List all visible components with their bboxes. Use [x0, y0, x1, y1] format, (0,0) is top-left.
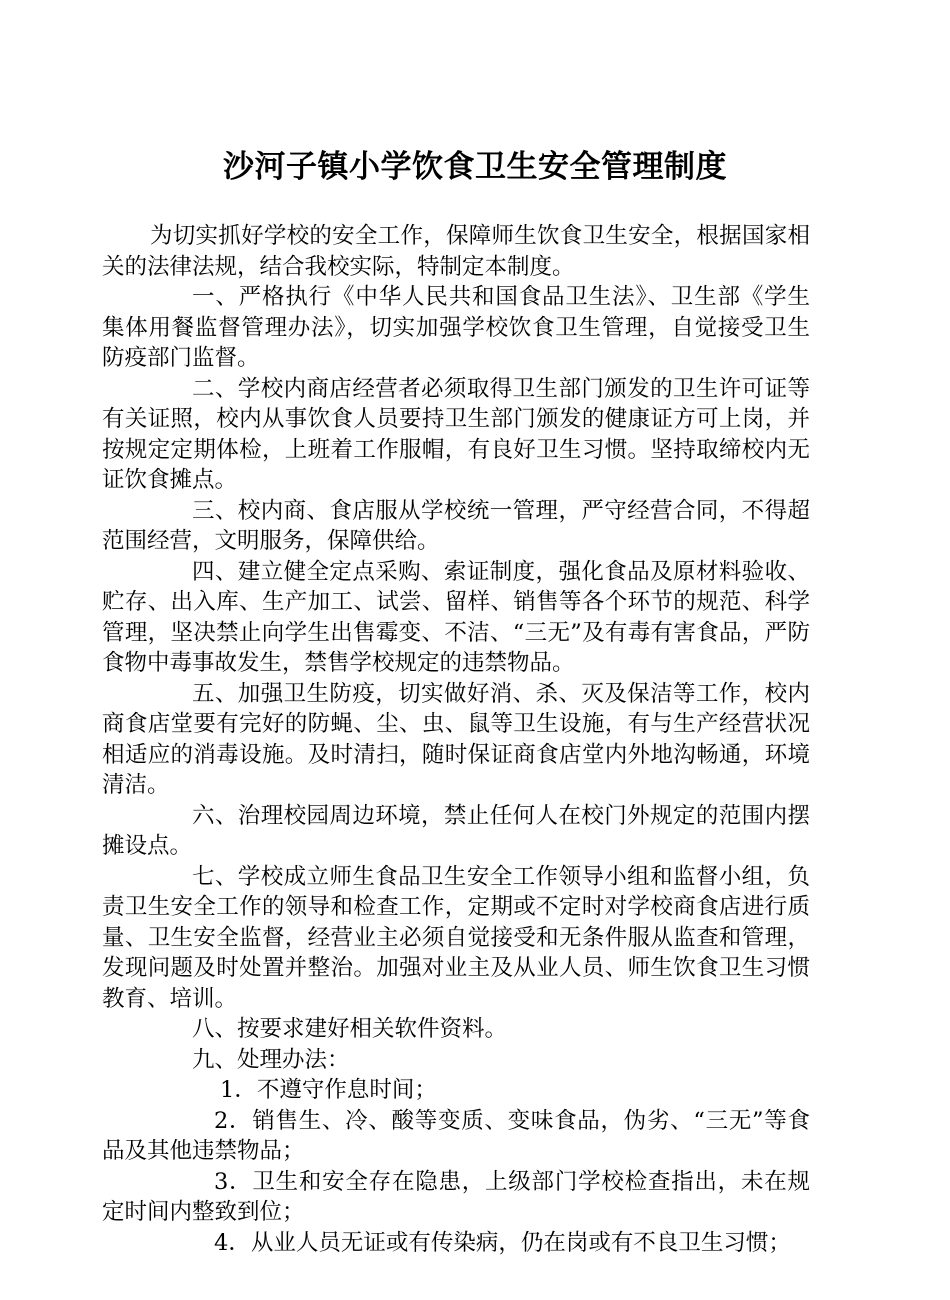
clause-6: 六、治理校园周边环境，禁止任何人在校门外规定的范围内摆摊设点。 [102, 802, 810, 859]
penalty-item-4: 4．从业人员无证或有传染病，仍在岗或有不良卫生习惯； [214, 1229, 791, 1256]
clause-3: 三、校内商、食店服从学校统一管理，严守经营合同，不得超范围经营，文明服务，保障供给。 [102, 497, 810, 554]
clause-1: 一、严格执行《中华人民共和国食品卫生法》、卫生部《学生集体用餐监督管理办法》，切实加强学校饮食卫生管理，自觉接受卫生防疫部门监督。 [102, 284, 810, 371]
penalty-item-2: 2．销售生、冷、酸等变质、变味食品，伪劣、“三无”等食品及其他违禁物品； [102, 1107, 810, 1164]
clause-9: 九、处理办法： [192, 1046, 350, 1073]
clause-5: 五、加强卫生防疫，切实做好消、杀、灭及保洁等工作，校内商食店堂要有完好的防蝇、尘、虫、鼠等卫生设施，有与生产经营状况相适应的消毒设施。及时清扫，随时保证商食店堂内外地沟畅通，环境清洁。 [102, 680, 810, 798]
penalty-item-3: 3．卫生和安全存在隐患，上级部门学校检查指出，未在规定时间内整致到位； [102, 1168, 810, 1225]
intro-paragraph: 为切实抓好学校的安全工作，保障师生饮食卫生安全，根据国家相关的法律法规，结合我校实际，特制定本制度。 [102, 223, 810, 280]
clause-8: 八、按要求建好相关软件资料。 [192, 1016, 508, 1042]
document-title: 沙河子镇小学饮食卫生安全管理制度 [223, 149, 727, 185]
clause-2: 二、学校内商店经营者必须取得卫生部门颁发的卫生许可证等有关证照，校内从事饮食人员要持卫生部门颁发的健康证方可上岗，并按规定定期体检，上班着工作服帽，有良好卫生习惯。坚持取缔校内无证饮食摊点。 [102, 375, 810, 493]
penalty-item-1: 1．不遵守作息时间； [220, 1077, 437, 1103]
document-body [102, 221, 810, 1258]
clause-7: 七、学校成立师生食品卫生安全工作领导小组和监督小组，负责卫生安全工作的领导和检查工作，定期或不定时对学校商食店进行质量、卫生安全监督，经营业主必须自觉接受和无条件服从监查和管理，发现问题及时处置并整治。加强对业主及从业人员、师生饮食卫生习惯教育、培训。 [102, 863, 810, 1012]
clause-4: 四、建立健全定点采购、索证制度，强化食品及原材料验收、贮存、出入库、生产加工、试尝、留样、销售等各个环节的规范、科学管理，坚决禁止向学生出售霉变、不洁、“三无”及有毒有害食品，严防食物中毒事故发生，禁售学校规定的违禁物品。 [102, 558, 810, 676]
